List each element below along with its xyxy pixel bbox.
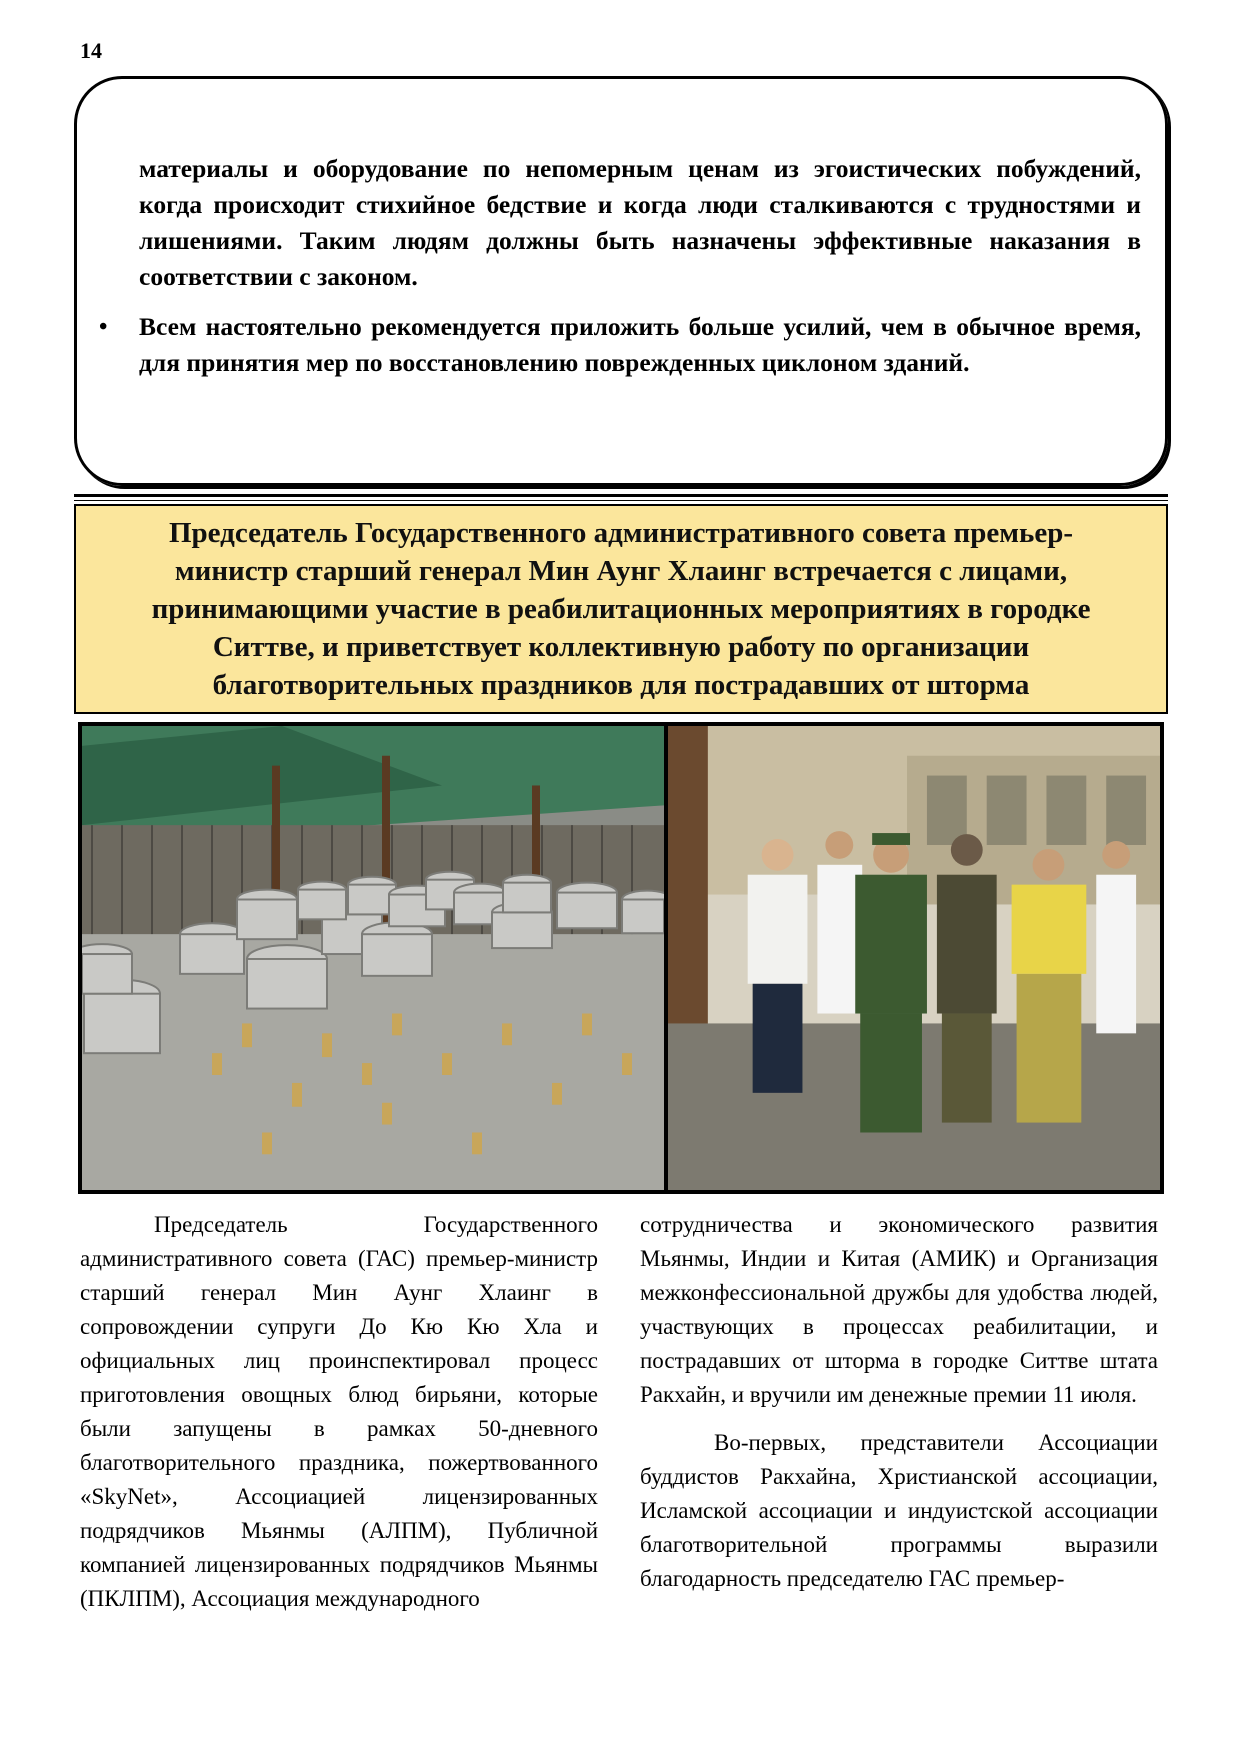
cooking-pots-image — [82, 726, 664, 1190]
divider-thin — [74, 500, 1168, 501]
photo-cooking-pots — [82, 726, 664, 1190]
photo-inspection-visit — [668, 726, 1160, 1190]
article-body — [80, 1208, 1158, 1630]
callout-bullet-item — [99, 309, 1141, 381]
article-headline: Председатель Государственного административного совета премьер-министр старший генерал Мин Аунг Хлаинг встречается с лицами, принимающими участие в реабилитационных мероприятиях в городке Ситтве, и приветствует коллективную работу по организации благотворительных праздников для пострадавших от шторма — [151, 517, 1091, 701]
body-paragraph: сотрудничества и экономического развития Мьянмы, Индии и Китая (АМИК) и Организация межконфессиональной дружбы для удобства людей, участвующих в процессах реабилитации, и пострадавших от шторма в городке Ситтве штата Ракхайн, и вручили им денежные премии 11 июля. — [640, 1212, 1158, 1407]
inspection-visit-image — [668, 726, 1160, 1190]
body-paragraph: Председатель Государственного административного совета (ГАС) премьер-министр старший генерал Мин Аунг Хлаинг в сопровождении супруги До Кю Кю Хла и официальных лиц проинспектировал процесс приготовления овощных блюд бирьяни, которые были запущены в рамках 50-дневного благотворительного праздника, пожертвованного «SkyNet», Ассоциацией лицензированных подрядчиков Мьянмы (АЛПМ), Публичной компанией лицензированных подрядчиков Мьянмы (ПКЛПМ), Ассоциация международного — [80, 1212, 598, 1611]
callout-paragraph: материалы и оборудование по непомерным ценам из эгоистических побуждений, когда происходит стихийное бедствие и когда люди сталкиваются с трудностями и лишениями. Таким людям должны быть назначены эффективные наказания в соответствии с законом. — [139, 154, 1141, 291]
callout-bullet-text: Всем настоятельно рекомендуется приложить больше усилий, чем в обычное время, для принятия мер по восстановлению поврежденных циклоном зданий. — [139, 312, 1141, 377]
bullet-icon: • — [99, 314, 108, 340]
divider-thick — [74, 494, 1168, 497]
callout-box — [74, 76, 1168, 486]
photo-frame — [78, 722, 1164, 1194]
body-column-left — [80, 1208, 598, 1630]
page-number: 14 — [80, 38, 102, 63]
body-column-right — [640, 1208, 1158, 1630]
headline-box — [74, 504, 1168, 714]
callout-text — [99, 151, 1141, 395]
body-paragraph: Во-первых, представители Ассоциации буддистов Ракхайна, Христианской ассоциации, Исламской ассоциации и индуистской ассоциации благотворительной программы выразили благодарность председателю ГАС премьер- — [640, 1430, 1158, 1591]
